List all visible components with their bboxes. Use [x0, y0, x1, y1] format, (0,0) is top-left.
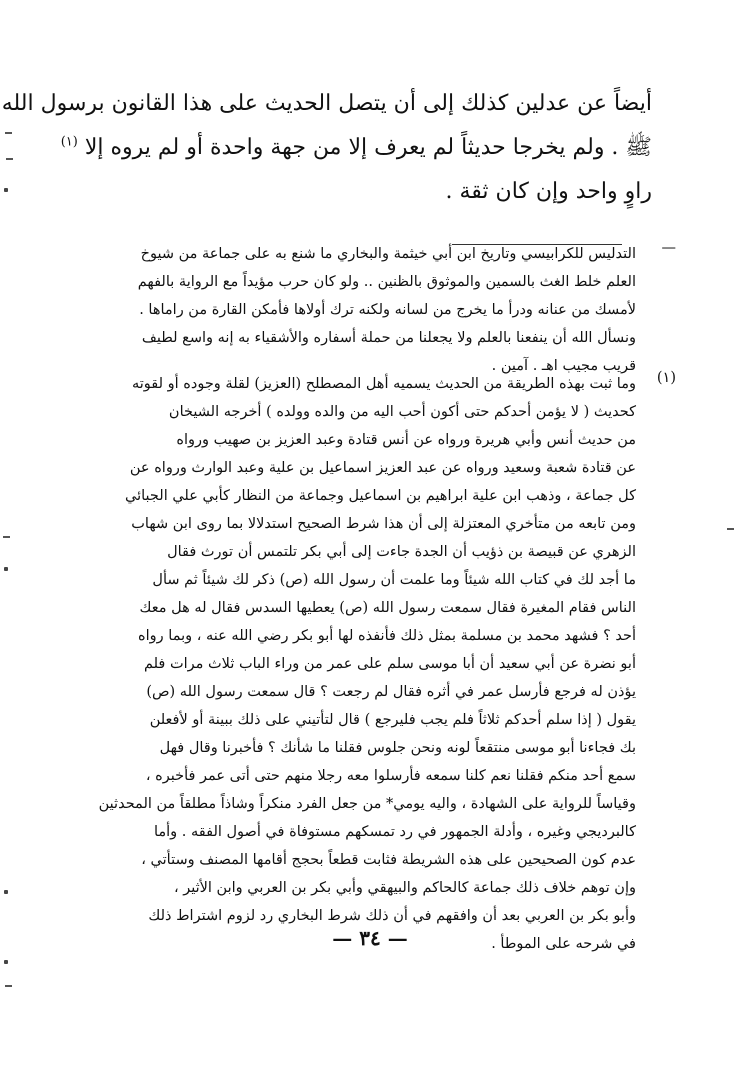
footnote-line: وقياساً للرواية على الشهادة ، واليه يومي* من جعل الفرد منكراً وشاذاً مطلقاً من المحدثين — [98, 796, 636, 812]
footnote-line: الناس فقام المغيرة فقال سمعت رسول الله (ص) يعطيها السدس فقال له هل معك — [139, 600, 636, 616]
main-text — [1, 82, 652, 214]
footnote-line: كالبرديجي وغيره ، وأدلة الجمهور في رد تمسكهم مستوفاة في أصول الفقه . وأما — [153, 824, 636, 840]
footnote-line: وأبو بكر بن العربي بعد أن وافقهم في أن ذلك شرط البخاري رد لزوم اشتراط ذلك — [148, 908, 636, 924]
main-line-2-text: ﷺ . ولم يخرجا حديثاً لم يعرف إلا من جهة واحدة أو لم يروه إلا — [84, 135, 652, 160]
footnote-line: في شرحه على الموطأ . — [491, 936, 636, 952]
footnote-line: ومن تابعه من متأخري المعتزلة إلى أن هذا شرط الصحيح استدلالا بما روى ابن شهاب — [131, 516, 636, 532]
footnote-line: عدم كون الصحيحين على هذه الشريطة فثابت قطعاً بحجج أقامها المصنف وستأتي ، — [141, 852, 636, 868]
margin-scan-mark — [5, 985, 12, 987]
footnote-line: ونسأل الله أن ينفعنا بالعلم ولا يجعلنا من حملة أسفاره والأشقياء به إنه واسع لطيف — [141, 330, 636, 346]
footnote-1-marker: (١) — [656, 370, 676, 386]
main-line-2 — [60, 126, 652, 170]
footnote-line: أبو نضرة عن أبي سعيد أن أبا موسى سلم على عمر من وراء الباب ثلاث مرات فلم — [143, 656, 636, 672]
margin-scan-mark — [6, 158, 13, 160]
footnote-line: بك فجاءنا أبو موسى منتقعاً لونه ونحن جلوس فقلنا ما شأنك ؟ فأخبرنا وقال فهل — [159, 740, 636, 756]
margin-scan-mark — [4, 567, 8, 571]
footnote-line: قريب مجيب اهـ . آمين . — [491, 358, 636, 374]
margin-scan-mark — [4, 960, 8, 964]
footnote-line: ما أجد لك في كتاب الله شيئاً وما علمت أن رسول الله (ص) ذكر لك شيئاً ثم سأل — [152, 572, 636, 588]
footnote-continued-body — [82, 240, 636, 380]
footnote-line: يؤذن له فرجع فأرسل عمر في أثره فقال لم رجعت ؟ قال سمعت رسول الله (ص) — [146, 684, 636, 700]
margin-scan-mark — [3, 536, 10, 538]
main-line-3: راوٍ واحد وإن كان ثقة . — [445, 179, 652, 204]
footnote-1-body — [82, 370, 636, 958]
margin-scan-mark — [5, 132, 12, 134]
footnote-line: من حديث أنس وأبي هريرة ورواه عن أنس قتادة وعبد العزيز بن صهيب ورواه — [176, 432, 636, 448]
footnote-line: كل جماعة ، وذهب ابن علية ابراهيم بن اسماعيل وجماعة من النظار كأبي علي الجبائي — [125, 488, 636, 504]
margin-scan-mark — [4, 890, 8, 894]
footnote-continued-marker: — — [661, 240, 676, 256]
footnote-line: عن قتادة شعبة وسعيد ورواه عن عبد العزيز اسماعيل بن علية وعبد الوارث ورواه عن — [129, 460, 636, 476]
footnote-1 — [82, 370, 676, 958]
page-number: — ٣٤ — — [332, 926, 408, 950]
footnote-line: كحديث ( لا يؤمن أحدكم حتى أكون أحب اليه من والده وولده ) أخرجه الشيخان — [168, 404, 636, 420]
footnote-line: أحد ؟ فشهد محمد بن مسلمة بمثل ذلك فأنفذه لها أبو بكر رضي الله عنه ، وبما رواه — [138, 628, 636, 644]
footnote-continued — [82, 240, 676, 380]
footnote-line: وإن توهم خلاف ذلك جماعة كالحاكم والبيهقي وأبي بكر بن العربي وابن الأثير ، — [173, 880, 636, 896]
main-line-1: أيضاً عن عدلين كذلك إلى أن يتصل الحديث على هذا القانون برسول الله — [1, 91, 652, 116]
footnote-reference: (١) — [60, 134, 78, 150]
footnote-line: سمع أحد منكم فقلنا نعم كلنا سمعه فأرسلوا معه رجلا منهم حتى أتى عمر فأخبره ، — [145, 768, 636, 784]
footnote-line: وما ثبت بهذه الطريقة من الحديث يسميه أهل المصطلح (العزيز) لقلة وجوده أو لقوته — [132, 376, 636, 392]
footnote-line: التدليس للكرابيسي وتاريخ ابن أبي خيثمة والبخاري ما شنع به على جماعة من شيوخ — [140, 246, 636, 262]
footnote-line: لأمسك من عنانه ودرأ ما يخرج من لسانه ولكنه ترك أولاها فأمكن القارة من راماها . — [139, 302, 636, 318]
margin-scan-mark — [4, 188, 8, 192]
footnote-line: الزهري عن قبيصة بن ذؤيب أن الجدة جاءت إلى أبي بكر تلتمس أن تورث فقال — [167, 544, 636, 560]
margin-scan-mark — [727, 528, 734, 530]
footnote-line: يقول ( إذا سلم أحدكم ثلاثاً فلم يجب فليرجع ) قال لتأتيني على ذلك ببينة أو لأفعلن — [149, 712, 636, 728]
footnote-line: العلم خلط الغث بالسمين والموثوق بالظنين .. ولو كان حرب مؤيداً مع الرواية بالفهم — [137, 274, 636, 290]
